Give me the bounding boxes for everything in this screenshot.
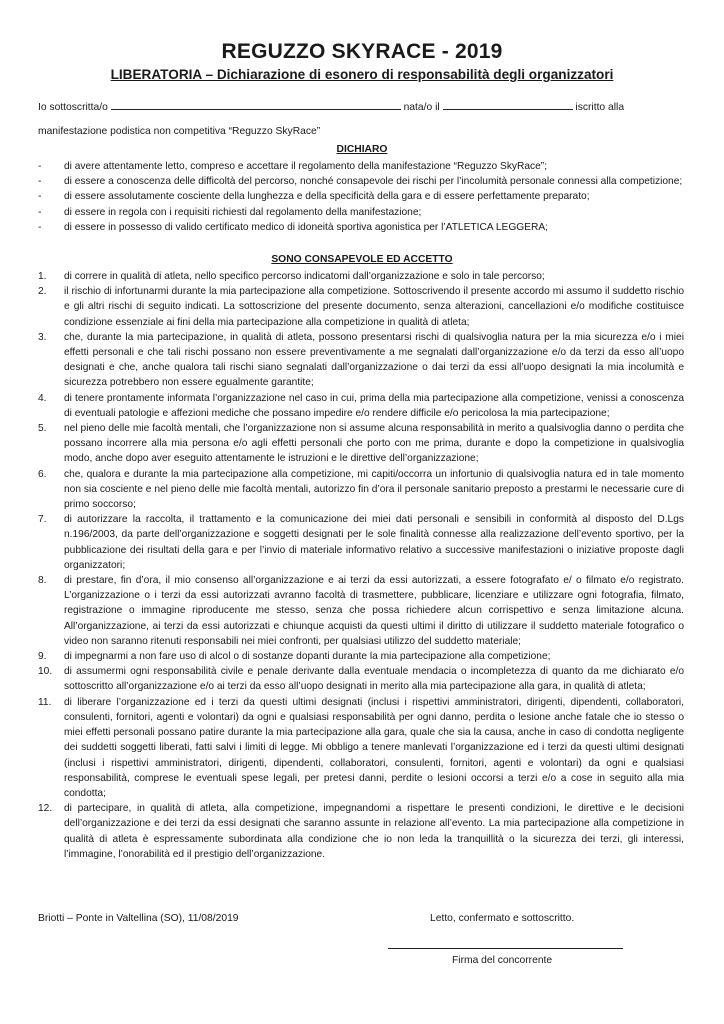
intro-birth-label: nata/o il (403, 102, 440, 113)
intro-enrolled-label: iscritto alla (575, 102, 625, 113)
list-item (38, 330, 684, 391)
list-item (38, 649, 684, 664)
intro-name-label: Io sottoscritta/o (38, 102, 108, 113)
list-item (38, 189, 684, 204)
intro-line-1 (38, 98, 624, 115)
list-marker: 4. (38, 392, 47, 404)
list-marker: 5. (38, 423, 47, 435)
signature-label: Firma del concorrente (452, 955, 553, 966)
list-item (38, 174, 684, 189)
list-item-text: il rischio di infortunarmi durante la mia partecipazione alla competizione. Sottoscrivendo il presente accordo mi assumo il suddetto rischio e gli altri rischi di seguito indicati. La sottoscrizione del presente documento, senza alterazioni, cancellazioni e/o modifiche costituisce condizione essenziale ai fini della mia partecipazione alla competizione in qualità di atleta; (64, 286, 684, 328)
list-marker: 9. (38, 651, 47, 663)
list-item-text: di essere assolutamente cosciente della lunghezza e della specificità della gara e di essere perfettamente preparato; (64, 191, 590, 203)
list-item (38, 284, 684, 330)
list-marker: - (38, 191, 42, 203)
list-item-text: di partecipare, in qualità di atleta, alla competizione, impegnandomi a rispettare le presenti condizioni, le direttive e le decisioni dell’organizzazione e dei terzi da essi designati che saranno assunte in relazione all’evento. La mia partecipazione alla competizione in qualità di atleta è espressamente subordinata alla condizione che io non leda la tranquillità o la sicurezza dei terzi, gli interessi, l’immagine, l’onorabilità ed il prestigio dell’organizzazione. (64, 803, 684, 860)
list-item-text: di essere in regola con i requisiti richiesti dal regolamento della manifestazione; (64, 206, 422, 218)
signature-line[interactable] (388, 948, 623, 949)
intro-line-2: manifestazione podistica non competitiva “Reguzzo SkyRace” (38, 126, 321, 137)
list-item (38, 573, 684, 649)
place-date: Briotti – Ponte in Valtellina (SO), 11/08/2019 (38, 913, 239, 924)
list-item-text: di essere in possesso di valido certificato medico di idoneità sportiva agonistica per l’ATLETICA LEGGERA; (64, 221, 548, 233)
list-item (38, 205, 684, 220)
list-item-text: di avere attentamente letto, compreso e accettare il regolamento della manifestazione “Reguzzo SkyRace”; (64, 161, 548, 172)
document-title: REGUZZO SKYRACE - 2019 (221, 40, 503, 63)
list-marker: 11. (38, 696, 52, 708)
list-marker: 1. (38, 271, 47, 282)
birth-date-field[interactable] (443, 98, 573, 110)
list-item (38, 695, 684, 801)
dichiaro-list (38, 159, 684, 235)
list-item (38, 664, 684, 694)
list-item (38, 220, 684, 235)
list-item (38, 159, 684, 174)
list-item-text: di impegnarmi a non fare uso di alcol o di sostanze dopanti durante la mia partecipazione alla competizione; (64, 651, 551, 663)
list-item-text: di tenere prontamente informata l’organizzazione nel caso in cui, prima della mia partecipazione alla competizione, venissi a conoscenza di eventuali patologie e affezioni mediche che possano impedire e/o rendere difficile e/o pericolosa la mia partecipazione; (64, 392, 684, 419)
consapevole-heading: SONO CONSAPEVOLE ED ACCETTO (271, 254, 453, 265)
list-marker: - (38, 206, 42, 218)
list-marker: 2. (38, 286, 47, 298)
list-item-text: di autorizzare la raccolta, il trattamento e la comunicazione dei miei dati personali e sensibili in conformità al disposto del D.Lgs n.196/2003, da parte dell’organizzazione e soggetti designati per le sole finalità connesse alla realizzazione dell’evento sportivo, per la pubblicazione dei risultati della gara e per l’invio di materiale informativo relativo a successive manifestazioni o iniziative proposte dagli organizzatori; (64, 514, 684, 571)
list-item (38, 467, 684, 513)
list-marker: 7. (38, 514, 47, 526)
list-marker: - (38, 176, 42, 188)
list-marker: 8. (38, 575, 47, 587)
list-marker: 12. (38, 803, 53, 815)
dichiaro-heading: DICHIARO (336, 144, 388, 155)
list-marker: 6. (38, 468, 47, 480)
list-item-text: di prestare, fin d’ora, il mio consenso all’organizzazione e ai terzi da essi autorizzati, a essere fotografato e/ o filmato e/o registrato. L’organizzazione o i terzi da essi autorizzati avranno facoltà di trasmettere, pubblicare, licenziare e utilizzare ogni fotografia, filmato, registrazione o immagine riproducente me stesso, senza che possa richiedere alcun corrispettivo e senza limitazione alcuna. All’organizzazione, ai terzi da essi autorizzati e chiunque acquisti da questi ultimi il diritto di utilizzare il suddetto materiale fotografico o video non saranno ritenuti responsabili nei miei confronti, per qualsiasi utilizzo del suddetto materiale; (64, 575, 684, 647)
list-marker: - (38, 221, 42, 233)
list-marker: - (38, 161, 42, 172)
list-item (38, 421, 684, 467)
list-item-text: che, qualora e durante la mia partecipazione alla competizione, mi capiti/occorra un infortunio di qualsivoglia natura ed in tale momento non sia cosciente e nel pieno delle mie facoltà mentali, autorizzo fin d’ora il personale sanitario preposto a prestarmi le necessarie cure di primo soccorso; (64, 468, 684, 511)
list-item-text: che, durante la mia partecipazione, in qualità di atleta, possono presentarsi rischi di qualsivoglia natura per la mia sicurezza e/o i miei effetti personali e che tali rischi possano non essere preventivamente a me segnalati dall’organizzazione e/o da terzi da esso all’uopo designati e che, anche qualora tali rischi siano segnalati dall’organizzazione o dai terzi da essi all’uopo designati la mia incolumità e sicurezza potrebbero non essere egualmente garantite; (64, 331, 684, 389)
confirmation-text: Letto, confermato e sottoscritto. (430, 913, 575, 924)
consapevole-list (38, 269, 684, 862)
list-item (38, 512, 684, 573)
list-marker: 10. (38, 666, 53, 678)
list-item-text: di assumermi ogni responsabilità civile e penale derivante dalla eventuale mendacia o incompletezza di quanto da me dichiarato e/o sottoscritto all’organizzazione e/o ai terzi da esso all’uopo designati in merito alla mia partecipazione alla gara, in qualità di atleta; (64, 666, 684, 693)
list-item-text: di correre in qualità di atleta, nello specifico percorso indicatomi dall’organizzazione e solo in tale percorso; (64, 271, 545, 282)
list-item-text: nel pieno delle mie facoltà mentali, che l’organizzazione non si assume alcuna responsabilità in merito a qualsivoglia danno o perdita che possano incorrere alla mia persona e/o agli effetti personali che porto con me prima, durante e dopo la competizione in qualsivoglia modo, anche dopo aver eseguito attentamente le istruzioni e le direttive dell’organizzazione; (64, 423, 684, 465)
list-item-text: di essere a conoscenza delle difficoltà del percorso, nonché consapevole dei rischi per l’incolumità personale connessi alla competizione; (64, 176, 683, 188)
list-item (38, 801, 684, 862)
list-item (38, 269, 684, 284)
list-marker: 3. (38, 331, 47, 343)
name-field[interactable] (111, 98, 401, 110)
list-item (38, 391, 684, 421)
list-item-text: di liberare l’organizzazione ed i terzi da questi ultimi designati (inclusi i rispettivi amministratori, dirigenti, dipendenti, collaboratori, consulenti, fornitori, agenti e volontari) da ogni e qualsiasi responsabilità per ogni danno, perdita o lesione anche fatale che io stesso o miei effetti personali possano patire durante la mia partecipazione alla gara, quale che sia la causa, anche in caso di condotta negligente dei suddetti soggetti liberati, fatti salvi i limiti di legge. Mi obbligo a tenere manlevati l’organizzazione ed i terzi da questi ultimi designati (inclusi i rispettivi amministratori, dirigenti, dipendenti, collaboratori, consulenti, fornitori, agenti e volontari) da ogni e qualsiasi responsabilità, comprese le eventuali spese legali, per pretesi danni, perdite o lesioni occorsi a terzi e/o a cose in seguito alla mia condotta; (64, 696, 684, 799)
document-subtitle: LIBERATORIA – Dichiarazione di esonero di responsabilità degli organizzatori (110, 67, 614, 82)
